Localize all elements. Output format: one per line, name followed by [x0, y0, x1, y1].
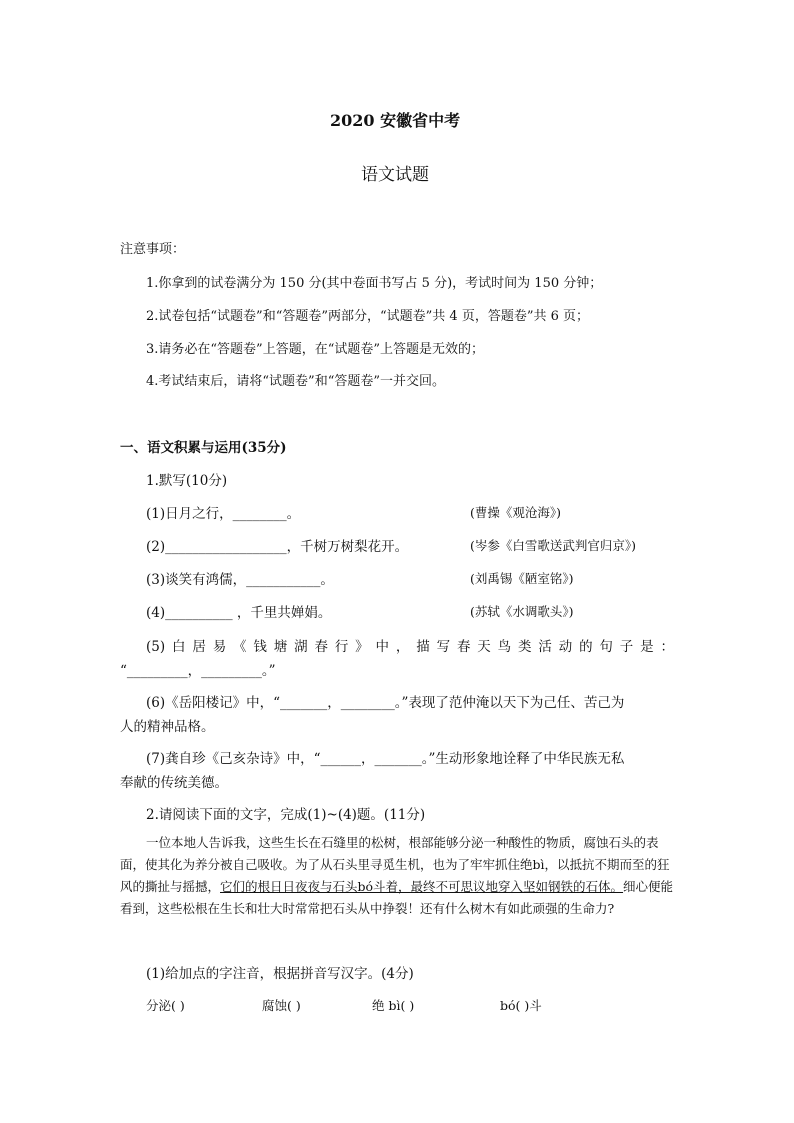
- notice-item: 4.考试结束后，请将“试题卷”和“答题卷”一并交回。: [146, 374, 445, 389]
- dictation-q6: (6)《岳阳楼记》中，“_______，________。”表现了范仲淹以天下为己任、苦己为: [146, 695, 625, 711]
- notice-item: 2.试卷包括“试题卷”和“答题卷”两部分，“试题卷”共 4 页，答题卷”共 6 页；: [146, 309, 589, 324]
- exam-title: 2020 安徽省中考: [330, 111, 461, 130]
- reading-passage: [120, 832, 676, 920]
- dictation-source: (苏轼《水调歌头》): [470, 604, 574, 619]
- dictation-source: (岑参《白雪歌送武判官归京》): [470, 538, 637, 553]
- passage-underlined-sentence: 它们的根日日夜夜与石头bó斗着，最终不可思议地穿入坚如钢铁的石体。: [220, 879, 624, 894]
- notice-item: 1.你拿到的试卷满分为 150 分(其中卷面书写占 5 分)，考试时间为 150 分钟；: [146, 276, 603, 291]
- notice-item: 3.请务必在“答题卷”上答题，在“试题卷”上答题是无效的；: [146, 342, 484, 357]
- answer-blank: 绝 bì( ): [372, 998, 415, 1013]
- passage-text: 一位本地人告诉我，这些生长在石缝里的松树，根部能够分泌一种酸性的物质，腐蚀石头的表面，使其化为养分被自己吸收。为了从石头里寻觅生机，也为了牢牢抓住绝bì，以抵抗不期而至的狂风的撕扯与摇撼，: [120, 835, 670, 894]
- answer-blank: 腐蚀( ): [262, 998, 301, 1013]
- exam-subtitle: 语文试题: [361, 165, 429, 185]
- dictation-q7-cont: 奉献的传统美德。: [120, 775, 228, 791]
- section-heading: 一、语文积累与运用(35分): [120, 440, 287, 456]
- dictation-q5-blanks: “_________，_________。”: [120, 663, 276, 679]
- dictation-source: (曹操《观沧海》): [470, 505, 562, 520]
- dictation-line: (1)日月之行，________。: [146, 506, 301, 522]
- dictation-line: (2)__________________，千树万树梨花开。: [146, 539, 409, 555]
- notice-heading: 注意事项：: [120, 242, 186, 257]
- sub-question: (1)给加点的字注音，根据拼音写汉字。(4分): [146, 966, 414, 982]
- dictation-line: (3)谈笑有鸿儒，___________。: [146, 572, 334, 588]
- dictation-line: (4)__________ ，千里共婵娟。: [146, 605, 332, 621]
- question-label: 2.请阅读下面的文字，完成(1)~(4)题。(11分): [146, 807, 426, 823]
- question-label: 1.默写(10分): [146, 473, 228, 489]
- answer-blank: bó( )斗: [500, 998, 542, 1013]
- dictation-q5: (5)白居易《钱塘湖春行》中，描写春天鸟类活动的句子是：: [146, 639, 674, 655]
- passage-text: 细心便能看到，这些松根在生长和壮大时常常把石头从中挣裂！还有什么树木有如此顽强的生命力?: [120, 879, 674, 916]
- dictation-q7: (7)龚自珍《己亥杂诗》中，“______，_______。”生动形象地诠释了中华民族无私: [146, 751, 625, 767]
- answer-blank: 分泌( ): [146, 998, 185, 1013]
- dictation-q6-cont: 人的精神品格。: [120, 719, 215, 735]
- dictation-source: (刘禹锡《陋室铭》): [470, 571, 574, 586]
